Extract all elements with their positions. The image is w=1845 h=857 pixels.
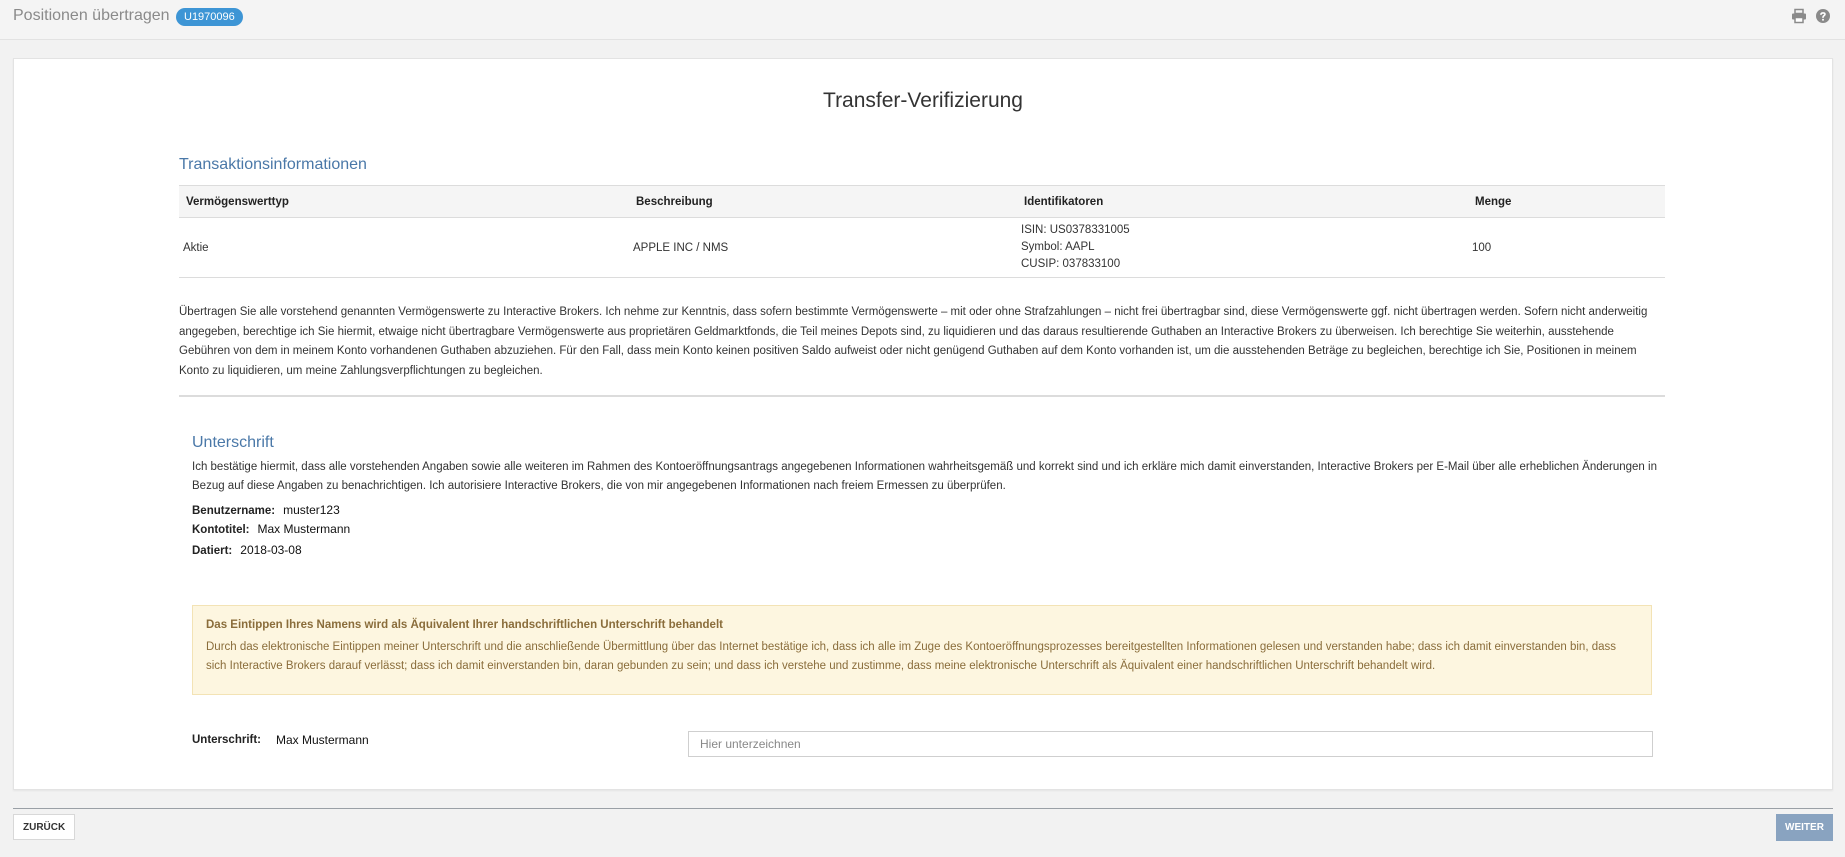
account-id-badge: U1970096 — [176, 8, 243, 26]
back-button[interactable]: ZURÜCK — [13, 814, 75, 840]
account-title-label: Kontotitel: — [192, 524, 250, 536]
notice-title: Das Eintippen Ihres Namens wird als Äquivalent Ihrer handschriftlichen Unterschrift behandelt — [206, 619, 723, 631]
account-title-row — [192, 522, 350, 536]
symbol-identifier: Symbol: AAPL — [1021, 241, 1095, 253]
column-header-asset-type: Vermögenswerttyp — [179, 186, 629, 218]
signature-notice — [192, 605, 1652, 695]
next-button[interactable]: WEITER — [1776, 814, 1833, 841]
signature-name: Max Mustermann — [276, 733, 369, 747]
date-label: Datiert: — [192, 545, 233, 557]
date-value: 2018-03-08 — [240, 543, 302, 557]
table-row — [179, 218, 1665, 278]
asset-type-cell: Aktie — [179, 218, 629, 278]
signature-confirmation-text: Ich bestätige hiermit, dass alle vorstehenden Angaben sowie alle weiteren im Rahmen des Kontoeröffnungsantrags angegebenen Informationen wahrheitsgemäß und korrekt sind und ich erkläre mich damit einverstanden, Interactive Brokers per E-Mail über alle erheblichen Änderungen in Bezug auf diese Angaben zu benachrichtigen. Ich autorisiere Interactive Brokers, die von mir angegebenen Informationen nach freiem Ermessen zu überprüfen. — [192, 461, 1657, 492]
date-row — [192, 543, 302, 557]
account-title-value: Max Mustermann — [257, 522, 351, 536]
column-header-quantity: Menge — [1468, 186, 1665, 218]
transaction-section-title: Transaktionsinformationen — [179, 156, 367, 173]
positions-table — [179, 185, 1665, 278]
notice-text: Durch das elektronische Eintippen meiner Unterschrift und die anschließende Übermittlung über das Internet bestätige ich, dass ich alle im Zuge des Kontoeröffnungsprozesses bereitgestellten Informationen gelesen und verstanden habe; dass ich damit einverstanden bin, dass sich Interactive Brokers darauf verlässt; dass ich damit einverstanden bin, daran gebunden zu sein; und dass ich verstehe und zustimme, dass meine elektronische Unterschrift als Äquivalent einer handschriftlichen Unterschrift behandelt wird. — [206, 641, 1617, 672]
top-icons — [1791, 8, 1831, 24]
quantity-cell: 100 — [1468, 218, 1665, 278]
page-title: Positionen übertragen — [13, 7, 170, 24]
help-icon[interactable] — [1815, 8, 1831, 24]
top-bar — [0, 0, 1845, 40]
username-label: Benutzername: — [192, 505, 276, 517]
transfer-terms-text: Übertragen Sie alle vorstehend genannten Vermögenswerte zu Interactive Brokers. Ich nehme zur Kenntnis, dass sofern bestimmte Vermögenswerte – mit oder ohne Strafzahlungen – nicht frei übertragbar sind, diese Vermögenswerte ggf. nicht übertragen werden. Sofern nicht anderweitig angegeben, berechtige ich Sie hiermit, etwaige nicht übertragbare Vermögenswerte aus proprietären Geldmarktfonds, die Teil meines Depots sind, zu liquidieren und das daraus resultierende Guthaben an Interactive Brokers zu überweisen. Ich berechtige Sie weiterhin, ausstehende Gebühren von dem in meinem Konto vorhandenen Guthaben abzuziehen. Für den Fall, dass mein Konto keinen positiven Saldo aufweist oder nicht genügend Guthaben auf dem Konto vorhanden ist, um die ausstehenden Beträge zu begleichen, berechtige ich Sie, Positionen in meinem Konto zu liquidieren, um meine Zahlungsverpflichtungen zu begleichen. — [179, 306, 1648, 377]
table-header-row — [179, 186, 1665, 218]
description-cell: APPLE INC / NMS — [629, 218, 1017, 278]
column-header-identifiers: Identifikatoren — [1017, 186, 1468, 218]
footer-divider — [13, 808, 1833, 809]
signature-input[interactable] — [688, 731, 1653, 757]
username-row — [192, 503, 340, 517]
verification-card — [13, 58, 1833, 790]
isin-identifier: ISIN: US0378331005 — [1021, 224, 1130, 236]
cusip-identifier: CUSIP: 037833100 — [1021, 258, 1121, 270]
column-header-description: Beschreibung — [629, 186, 1017, 218]
card-title: Transfer-Verifizierung — [823, 89, 1023, 112]
signature-section-title: Unterschrift — [192, 434, 274, 451]
section-divider — [179, 395, 1665, 397]
print-icon[interactable] — [1791, 8, 1807, 24]
username-value: muster123 — [283, 503, 340, 517]
signature-label: Unterschrift: — [192, 734, 262, 746]
identifiers-cell — [1017, 218, 1468, 278]
